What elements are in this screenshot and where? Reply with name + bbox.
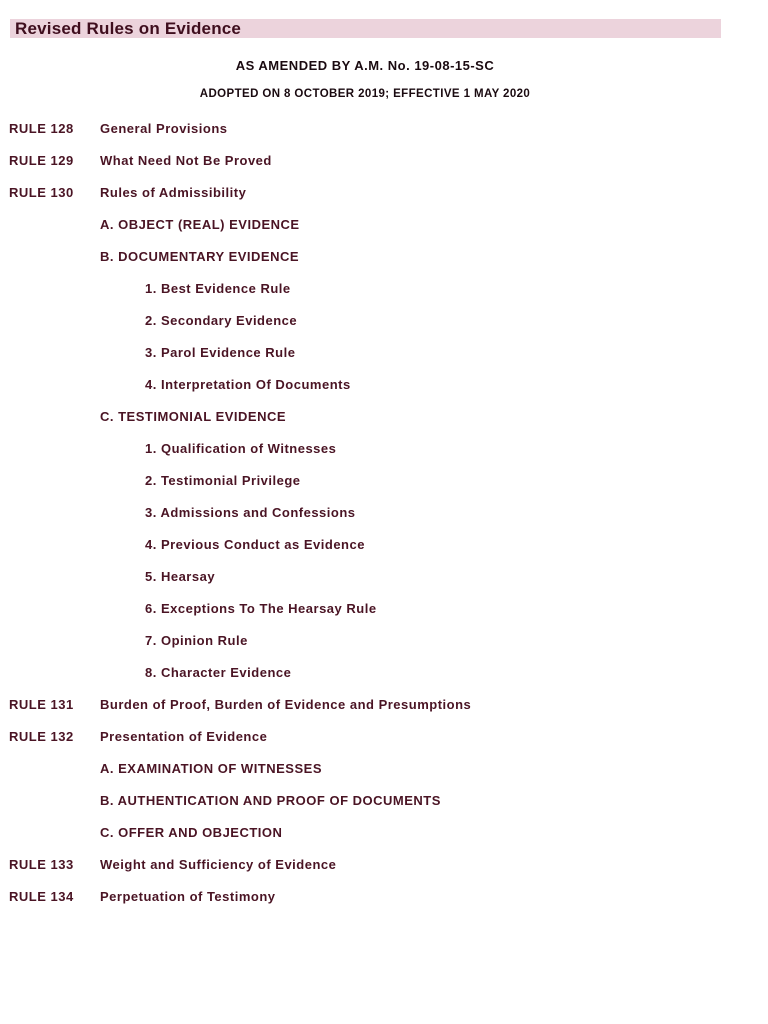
rule-130-b1-link[interactable]: 1. Best Evidence Rule bbox=[145, 281, 291, 296]
rule-130-c8-link[interactable]: 8. Character Evidence bbox=[145, 665, 292, 680]
rule-130-link[interactable]: Rules of Admissibility bbox=[100, 185, 247, 200]
rule-130-c2-link[interactable]: 2. Testimonial Privilege bbox=[145, 473, 301, 488]
rule-129-number: RULE 129 bbox=[9, 153, 74, 168]
rule-132-section-b-link[interactable]: B. AUTHENTICATION AND PROOF OF DOCUMENTS bbox=[100, 793, 441, 808]
rule-130-section-b-link[interactable]: B. DOCUMENTARY EVIDENCE bbox=[100, 249, 300, 264]
rule-130-b4-link[interactable]: 4. Interpretation Of Documents bbox=[145, 377, 351, 392]
rule-130-c1-link[interactable]: 1. Qualification of Witnesses bbox=[145, 441, 337, 456]
rule-131-number: RULE 131 bbox=[9, 697, 74, 712]
rule-132-link[interactable]: Presentation of Evidence bbox=[100, 729, 268, 744]
adoption-line: ADOPTED ON 8 OCTOBER 2019; EFFECTIVE 1 MAY 2020 bbox=[199, 88, 531, 100]
rule-130-section-c-link[interactable]: C. TESTIMONIAL EVIDENCE bbox=[100, 409, 287, 424]
rule-134-number: RULE 134 bbox=[9, 889, 74, 904]
rule-133-link[interactable]: Weight and Sufficiency of Evidence bbox=[100, 857, 337, 872]
document-title: Revised Rules on Evidence bbox=[15, 19, 242, 38]
rule-131-link[interactable]: Burden of Proof, Burden of Evidence and Presumptions bbox=[100, 697, 472, 712]
rule-130-number: RULE 130 bbox=[9, 185, 74, 200]
rule-132-number: RULE 132 bbox=[9, 729, 74, 744]
rule-128-link[interactable]: General Provisions bbox=[100, 121, 228, 136]
rule-128-number: RULE 128 bbox=[9, 121, 74, 136]
rule-132-section-a-link[interactable]: A. EXAMINATION OF WITNESSES bbox=[100, 761, 322, 776]
rule-130-c4-link[interactable]: 4. Previous Conduct as Evidence bbox=[145, 537, 365, 552]
rule-134-link[interactable]: Perpetuation of Testimony bbox=[100, 889, 276, 904]
rule-130-c7-link[interactable]: 7. Opinion Rule bbox=[145, 633, 248, 648]
rule-130-section-a-link[interactable]: A. OBJECT (REAL) EVIDENCE bbox=[100, 217, 300, 232]
rule-130-b3-link[interactable]: 3. Parol Evidence Rule bbox=[145, 345, 296, 360]
amendment-line: AS AMENDED BY A.M. No. 19-08-15-SC bbox=[235, 58, 495, 73]
rule-130-c3-link[interactable]: 3. Admissions and Confessions bbox=[145, 505, 356, 520]
rule-130-c5-link[interactable]: 5. Hearsay bbox=[145, 569, 216, 584]
rule-133-number: RULE 133 bbox=[9, 857, 74, 872]
rule-130-b2-link[interactable]: 2. Secondary Evidence bbox=[145, 313, 298, 328]
rule-132-section-c-link[interactable]: C. OFFER AND OBJECTION bbox=[100, 825, 283, 840]
rule-130-c6-link[interactable]: 6. Exceptions To The Hearsay Rule bbox=[145, 601, 377, 616]
rule-129-link[interactable]: What Need Not Be Proved bbox=[100, 153, 272, 168]
document-title-bar bbox=[10, 19, 721, 38]
